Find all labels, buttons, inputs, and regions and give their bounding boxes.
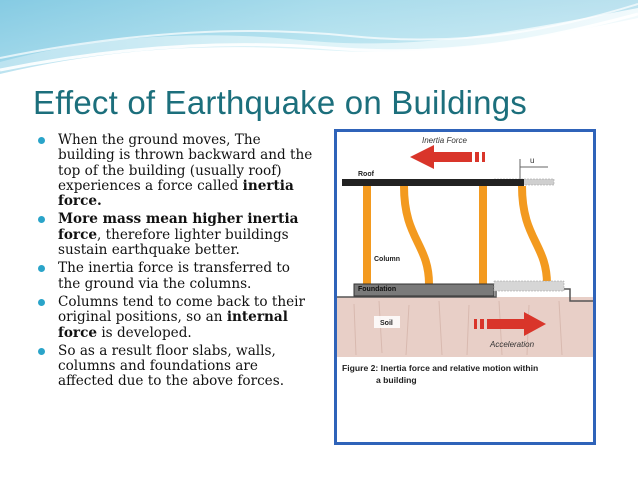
bullet-item <box>34 344 316 390</box>
bullet-bold-text: internal force <box>58 309 288 341</box>
bullet-list <box>34 133 316 393</box>
bullet-bold-text: inertia force. <box>58 177 294 210</box>
column-right <box>479 186 487 284</box>
bullet-text: , therefore lighter buildings sustain earthquake better. <box>58 226 289 259</box>
column-left <box>363 186 371 284</box>
bullet-item <box>34 133 316 209</box>
bullet-text: The inertia force is transferred to the ground via the columns. <box>58 260 290 292</box>
column-label: Column <box>374 256 401 263</box>
acceleration-label: Acceleration <box>490 340 535 349</box>
soil-label: Soil <box>380 320 393 327</box>
foundation-label: Foundation <box>358 286 397 293</box>
earthquake-figure <box>334 129 596 445</box>
bullet-text: When the ground moves, The building is thrown backward and the top of the building (usually roof) experiences a force called <box>58 132 313 194</box>
header-wave-decoration <box>0 0 638 90</box>
bullet-text: Columns tend to come back to their original positions, so an <box>58 293 305 326</box>
roof-label: Roof <box>358 171 374 178</box>
roof-slab <box>342 179 524 186</box>
figure-caption-line2: a building <box>376 375 417 385</box>
slide-title: Effect of Earthquake on Buildings <box>33 84 527 121</box>
bullet-item <box>34 261 316 292</box>
bullet-item <box>34 295 316 341</box>
u-label: u <box>530 156 535 165</box>
figure-caption-line1: Figure 2: Inertia force and relative motion within <box>342 363 539 373</box>
bullet-text: So as a result floor slabs, walls, columns and foundations are affected due to the above forces. <box>58 342 285 390</box>
inertia-force-label: Inertia Force <box>422 136 467 145</box>
bullet-item <box>34 212 316 258</box>
bullet-text: is developed. <box>97 324 192 341</box>
bullet-bold-text: More mass mean higher inertia force <box>58 211 299 243</box>
